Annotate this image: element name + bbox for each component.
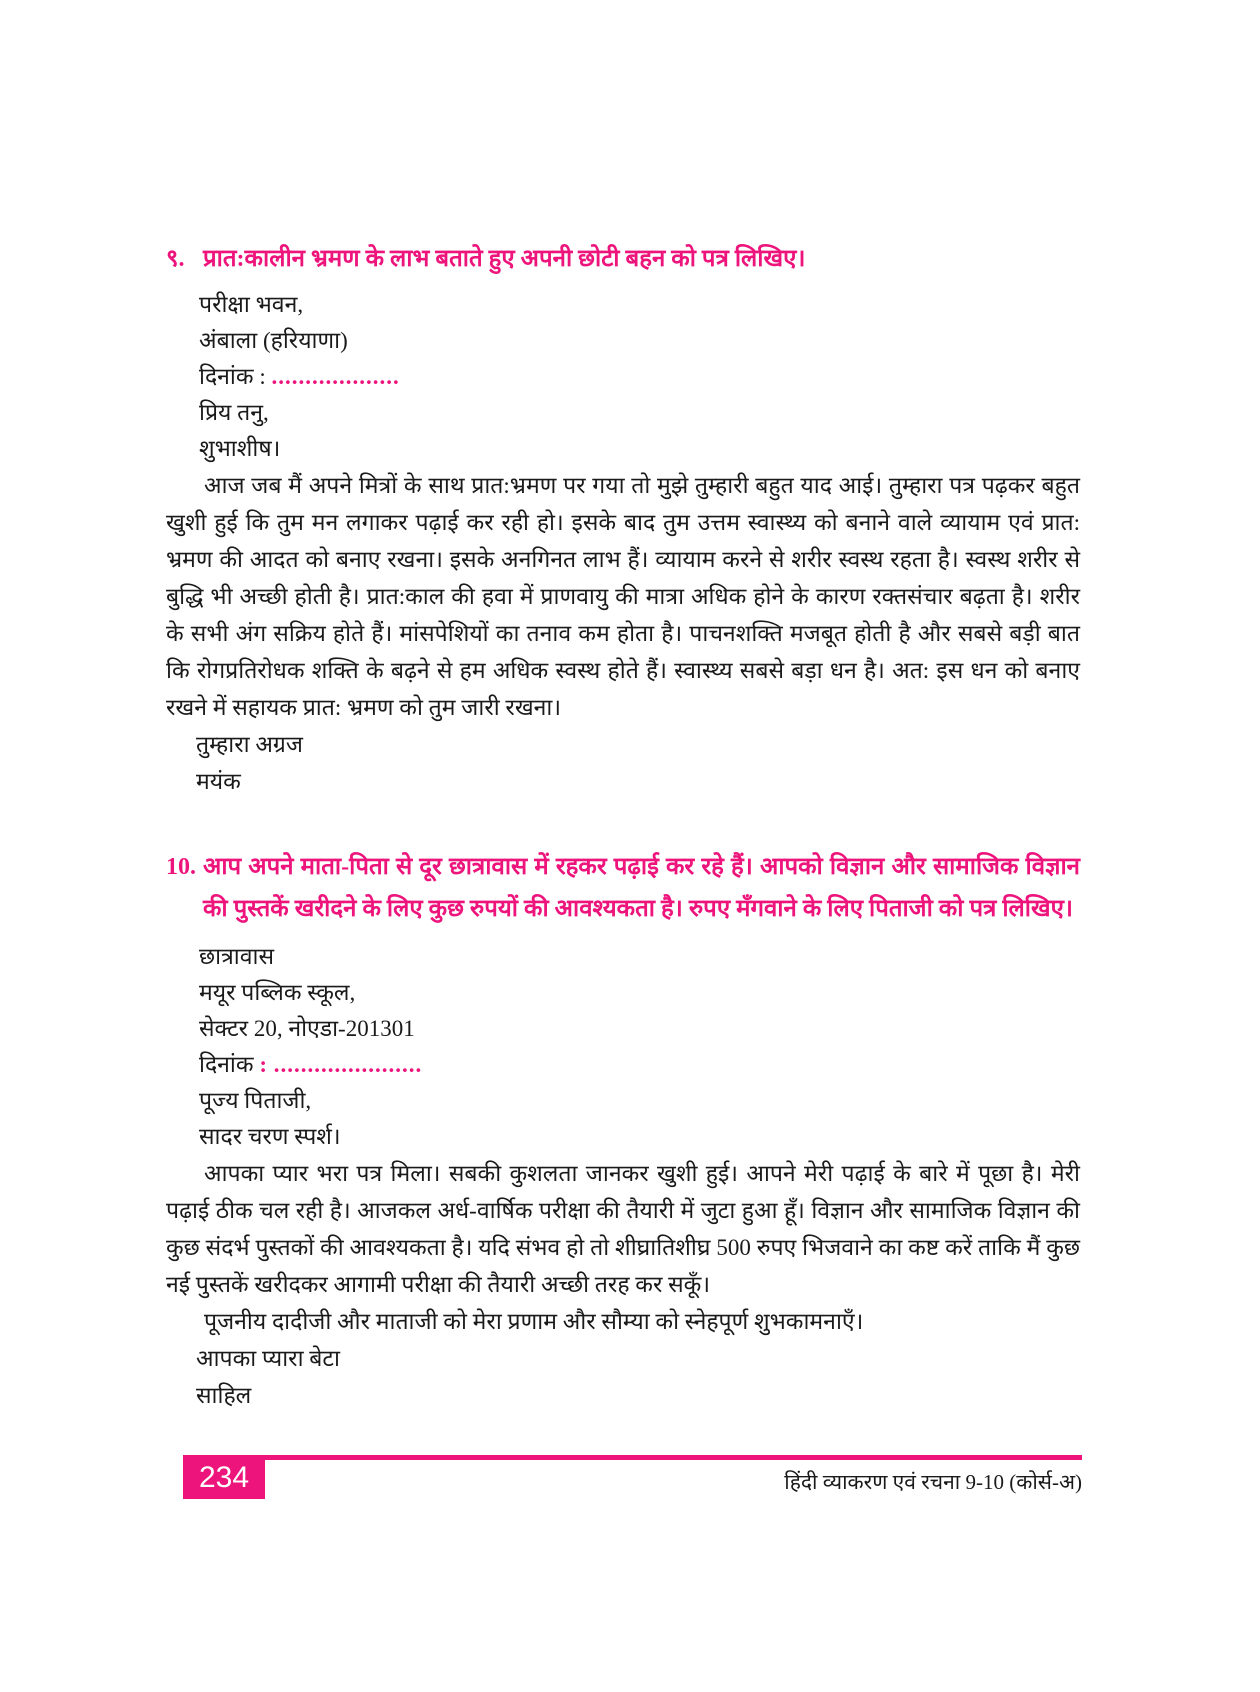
letter-2-address-line: मयूर पब्लिक स्कूल, [199,980,356,1005]
page-number-box [183,1455,265,1499]
letter-2-address-line: छात्रावास [199,944,275,969]
letter-2-date-line [199,1047,1080,1083]
question-10-section [166,846,1080,1414]
letter-1 [166,287,1080,800]
letter-1-salutation-line: शुभाशीष। [199,436,281,461]
date-label: दिनांक [199,364,254,389]
date-dots: ................... [271,364,400,389]
date-label: दिनांक [199,1052,254,1077]
question-9-section [166,238,1080,800]
question-10-number: 10. [166,854,196,880]
letter-2-salutation-line: सादर चरण स्पर्श। [199,1124,341,1149]
letter-1-paragraph: आज जब मैं अपने मित्रों के साथ प्रात:भ्रमण पर गया तो मुझे तुम्हारी बहुत याद आई। तुम्हारा पत्र पढ़कर बहुत खुशी हुई कि तुम मन लगाकर पढ़ाई कर रही हो। इसके बाद तुम उत्तम स्वास्थ्य को बनाने वाले व्यायाम एवं प्रात: भ्रमण की आदत को बनाए रखना। इसके अनगिनत लाभ हैं। व्यायाम करने से शरीर स्वस्थ रहता है। स्वस्थ शरीर से बुद्धि भी अच्छी होती है। प्रात:काल की हवा में प्राणवायु की मात्रा अधिक होने के कारण रक्तसंचार बढ़ता है। शरीर के सभी अंग सक्रिय होते हैं। मांसपेशियों का तनाव कम होता है। पाचनशक्ति मजबूत होती है और सबसे बड़ी बात कि रोगप्रतिरोधक शक्ति के बढ़ने से हम अधिक स्वस्थ होते हैं। स्वास्थ्य सबसे बड़ा धन है। अत: इस धन को बनाए रखने में सहायक प्रात: भ्रमण को तुम जारी रखना। [166,473,1080,720]
letter-1-address-line: परीक्षा भवन, [199,292,304,317]
letter-1-date-line [199,359,1080,395]
letter-2-salutation-line: पूज्य पिताजी, [199,1088,312,1113]
page-content [166,238,1080,1414]
letter-1-signature: मयंक [196,769,241,794]
letter-1-address-line: अंबाला (हरियाणा) [199,328,348,353]
page-footer [183,1455,1082,1501]
footer-rule [183,1455,1082,1460]
letter-1-salutation-line: प्रिय तनु, [199,400,269,425]
question-9-number: ९. [166,246,185,272]
letter-2-closing-line: आपका प्यारा बेटा [196,1346,340,1371]
question-10-heading [166,846,1080,930]
letter-1-closing-line: तुम्हारा अग्रज [196,732,303,757]
book-title: हिंदी व्याकरण एवं रचना 9-10 (कोर्स-अ) [784,1470,1082,1494]
date-colon: : [259,364,266,389]
date-colon: : [259,1052,268,1077]
date-dots: ...................... [273,1052,423,1077]
letter-2-paragraph: आपका प्यार भरा पत्र मिला। सबकी कुशलता जानकर खुशी हुई। आपने मेरी पढ़ाई के बारे में पूछा है। मेरी पढ़ाई ठीक चल रही है। आजकल अर्ध-वार्षिक परीक्षा की तैयारी में जुटा हुआ हूँ। विज्ञान और सामाजिक विज्ञान की कुछ संदर्भ पुस्तकों की आवश्यकता है। यदि संभव हो तो शीघ्रातिशीघ्र 500 रुपए भिजवाने का कष्ट करें ताकि मैं कुछ नई पुस्तकें खरीदकर आगामी परीक्षा की तैयारी अच्छी तरह कर सकूँ। [166,1161,1080,1297]
page-number: 234 [198,1461,250,1494]
question-10-heading-text: आप अपने माता-पिता से दूर छात्रावास में रहकर पढ़ाई कर रहे हैं। आपको विज्ञान और सामाजिक विज्ञान की पुस्तकें खरीदने के लिए कुछ रुपयों की आवश्यकता है। रुपए मँगवाने के लिए पिताजी को पत्र लिखिए। [203,854,1080,922]
letter-2-address-line: सेक्टर 20, नोएडा-201301 [199,1016,415,1041]
question-9-heading-text: प्रात:कालीन भ्रमण के लाभ बताते हुए अपनी छोटी बहन को पत्र लिखिए। [203,246,806,272]
question-9-heading [166,238,1080,280]
letter-2-signature: साहिल [196,1383,252,1408]
letter-2 [166,939,1080,1414]
letter-2-paragraph: पूजनीय दादीजी और माताजी को मेरा प्रणाम और सौम्या को स्नेहपूर्ण शुभकामनाएँ। [204,1309,864,1334]
